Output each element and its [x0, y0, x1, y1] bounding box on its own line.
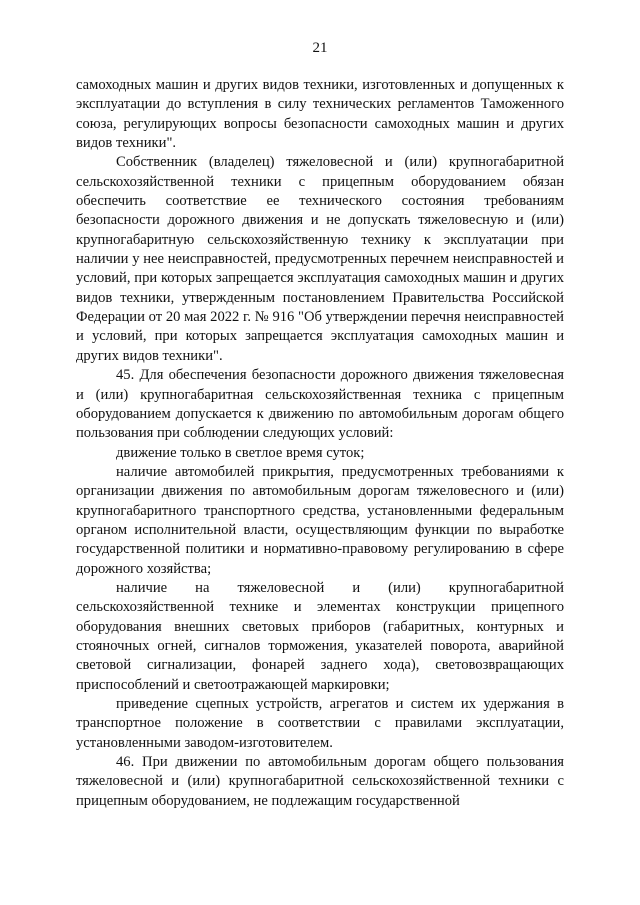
paragraph-owner-obligation: Собственник (владелец) тяжеловесной и (или) крупногабаритной сельскохозяйственной техники с прицепным оборудованием обязан обеспечить соответствие ее технического состояния требованиям безопасности дорожного движения и не допускать тяжеловесную и (или) крупногабаритную сельскохозяйственную технику к эксплуатации при наличии у нее неисправностей, предусмотренных перечнем неисправностей и условий, при которых запрещается эксплуатация самоходных машин и других видов техники, утвержденным постановлением Правительства Российской Федерации от 20 мая 2022 г. № 916 "Об утверждении перечня неисправностей и условий, при которых запрещается эксплуатация самоходных машин и других видов техники".: [76, 154, 564, 364]
document-body: [76, 76, 564, 811]
paragraph-item-45: 45. Для обеспечения безопасности дорожного движения тяжеловесная и (или) крупногабаритная сельскохозяйственная техника с прицепным оборудованием допускается к движению по автомобильным дорогам общего пользования при соблюдении следующих условий:: [76, 367, 564, 442]
paragraph-coupling-devices: приведение сцепных устройств, агрегатов и систем их удержания в транспортное положение в соответствии с правилами эксплуатации, установленными заводом-изготовителем.: [76, 696, 564, 751]
paragraph-lighting-devices: наличие на тяжеловесной и (или) крупногабаритной сельскохозяйственной технике и элементах конструкции прицепного оборудования внешних световых приборов (габаритных, контурных и стояночных огней, сигналов торможения, указателей поворота, аварийной световой сигнализации, фонарей заднего хода), световозвращающих приспособлений и светоотражающей маркировки;: [76, 579, 564, 693]
paragraph-escort-vehicles: наличие автомобилей прикрытия, предусмотренных требованиями к организации движения по автомобильным дорогам тяжеловесного и (или) крупногабаритного транспортного средства, установленными федеральным органом исполнительной власти, осуществляющим функции по выработке государственной политики и нормативно-правовому регулированию в сфере дорожного хозяйства;: [76, 463, 564, 577]
page-number: 21: [312, 40, 328, 56]
paragraph-daylight-condition: движение только в светлое время суток;: [116, 444, 365, 461]
paragraph-continuation: самоходных машин и других видов техники, изготовленных и допущенных к эксплуатации до вступления в силу технических регламентов Таможенного союза, регулирующих вопросы безопасности самоходных машин и других видов техники".: [76, 77, 564, 152]
paragraph-item-46: 46. При движении по автомобильным дорогам общего пользования тяжеловесной и (или) крупногабаритной сельскохозяйственной техники с прицепным оборудованием, не подлежащим государственной: [76, 754, 564, 809]
